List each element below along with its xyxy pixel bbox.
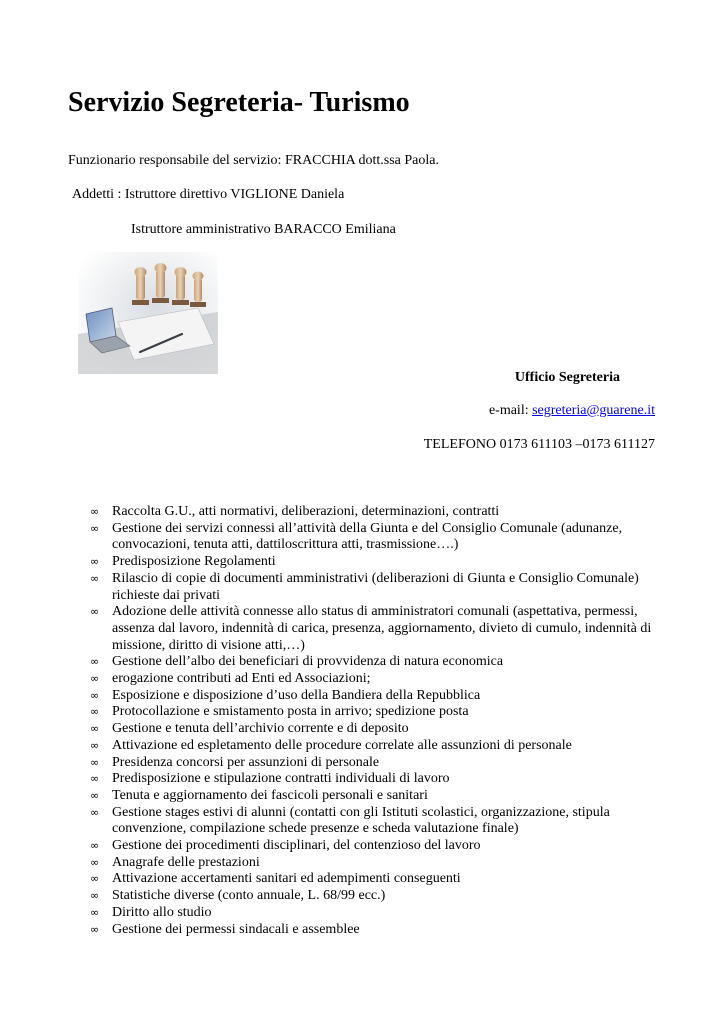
list-item-text: Gestione dell’albo dei beneficiari di provvidenza di natura economica bbox=[112, 654, 504, 670]
list-item bbox=[90, 755, 660, 772]
list-item bbox=[90, 905, 660, 922]
list-item-text: Gestione dei permessi sindacali e assemblee bbox=[112, 921, 360, 937]
list-item-text: Statistiche diverse (conto annuale, L. 68/99 ecc.) bbox=[112, 888, 386, 904]
list-item bbox=[90, 704, 660, 721]
infinity-bullet-icon: ∞ bbox=[90, 688, 100, 702]
infinity-bullet-icon: ∞ bbox=[90, 555, 100, 569]
list-item-text: Diritto allo studio bbox=[112, 904, 212, 920]
infinity-bullet-icon: ∞ bbox=[90, 905, 100, 919]
infinity-bullet-icon: ∞ bbox=[90, 738, 100, 752]
list-item bbox=[90, 604, 660, 654]
infinity-bullet-icon: ∞ bbox=[90, 872, 100, 886]
list-item-text: Anagrafe delle prestazioni bbox=[112, 854, 260, 870]
list-item bbox=[90, 888, 660, 905]
list-item-text: erogazione contributi ad Enti ed Associazioni; bbox=[112, 671, 371, 687]
list-item-text: Esposizione e disposizione d’uso della Bandiera della Repubblica bbox=[112, 687, 481, 703]
staff-line-1: Addetti : Istruttore direttivo VIGLIONE Daniela bbox=[72, 187, 345, 202]
list-item bbox=[90, 571, 660, 604]
infinity-bullet-icon: ∞ bbox=[90, 772, 100, 786]
staff-line-2: Istruttore amministrativo BARACCO Emiliana bbox=[131, 222, 396, 237]
infinity-bullet-icon: ∞ bbox=[90, 889, 100, 903]
list-item bbox=[90, 738, 660, 755]
infinity-bullet-icon: ∞ bbox=[90, 605, 100, 619]
infinity-bullet-icon: ∞ bbox=[90, 672, 100, 686]
list-item-text: Predisposizione e stipulazione contratti individuali di lavoro bbox=[112, 771, 450, 787]
list-item-text: Gestione dei procedimenti disciplinari, del contenzioso del lavoro bbox=[112, 838, 481, 854]
list-item bbox=[90, 521, 660, 554]
infinity-bullet-icon: ∞ bbox=[90, 805, 100, 819]
infinity-bullet-icon: ∞ bbox=[90, 922, 100, 936]
page-title: Servizio Segreteria- Turismo bbox=[68, 87, 410, 118]
list-item-text: Protocollazione e smistamento posta in arrivo; spedizione posta bbox=[112, 704, 469, 720]
list-item bbox=[90, 871, 660, 888]
infinity-bullet-icon: ∞ bbox=[90, 571, 100, 585]
list-item-text: Attivazione ed espletamento delle procedure correlate alle assunzioni di personale bbox=[112, 737, 572, 753]
list-item-text: Attivazione accertamenti sanitari ed adempimenti conseguenti bbox=[112, 871, 461, 887]
list-item bbox=[90, 554, 660, 571]
list-item bbox=[90, 688, 660, 705]
responsible-officer: Funzionario responsabile del servizio: FRACCHIA dott.ssa Paola. bbox=[68, 153, 439, 168]
list-item-text: Raccolta G.U., atti normativi, deliberazioni, determinazioni, contratti bbox=[112, 504, 500, 519]
infinity-bullet-icon: ∞ bbox=[90, 722, 100, 736]
infinity-bullet-icon: ∞ bbox=[90, 755, 100, 769]
list-item bbox=[90, 788, 660, 805]
list-item bbox=[90, 805, 660, 838]
list-item bbox=[90, 721, 660, 738]
list-item bbox=[90, 771, 660, 788]
email-label: e-mail: bbox=[488, 403, 533, 418]
infinity-bullet-icon: ∞ bbox=[90, 705, 100, 719]
infinity-bullet-icon: ∞ bbox=[90, 521, 100, 535]
email-link[interactable]: segreteria@guarene.it bbox=[532, 403, 655, 418]
list-item-text: Predisposizione Regolamenti bbox=[112, 554, 276, 570]
list-item bbox=[90, 671, 660, 688]
list-item-text: Gestione dei servizi connessi all’attività della Giunta e del Consiglio Comunale (adunanze, convocazioni, tenuta atti, dattiloscrittura atti, trasmissione….) bbox=[112, 520, 623, 553]
infinity-bullet-icon: ∞ bbox=[90, 505, 100, 518]
infinity-bullet-icon: ∞ bbox=[90, 855, 100, 869]
list-item-text: Gestione stages estivi di alunni (contatti con gli Istituti scolastici, organizzazione, stipula convenzione, compilazione schede presenze e scheda valutazione finale) bbox=[112, 804, 610, 837]
office-name: Ufficio Segreteria bbox=[514, 370, 620, 385]
infinity-bullet-icon: ∞ bbox=[90, 655, 100, 669]
infinity-bullet-icon: ∞ bbox=[90, 788, 100, 802]
list-item-text: Gestione e tenuta dell’archivio corrente e di deposito bbox=[112, 721, 409, 737]
list-item-text: Tenuta e aggiornamento dei fascicoli personali e sanitari bbox=[112, 787, 428, 803]
phone-numbers: TELEFONO 0173 611103 –0173 611127 bbox=[423, 437, 655, 452]
list-item bbox=[90, 504, 660, 521]
infinity-bullet-icon: ∞ bbox=[90, 839, 100, 853]
list-item-text: Rilascio di copie di documenti amministrativi (deliberazioni di Giunta e Consiglio Comunale) richieste dai privati bbox=[112, 570, 639, 603]
list-item-text: Presidenza concorsi per assunzioni di personale bbox=[112, 754, 380, 770]
list-item-text: Adozione delle attività connesse allo status di amministratori comunali (aspettativa, permessi, assenza dal lavoro, indennità di carica, presenza, aggiornamento, divieto di cumulo, indennità di missione, diritto di visione atti,…) bbox=[112, 604, 652, 653]
list-item bbox=[90, 654, 660, 671]
list-item bbox=[90, 922, 660, 939]
duties-list bbox=[90, 504, 660, 938]
email-line bbox=[489, 402, 655, 420]
office-stamps-illustration bbox=[78, 252, 218, 374]
list-item bbox=[90, 838, 660, 855]
list-item bbox=[90, 855, 660, 872]
